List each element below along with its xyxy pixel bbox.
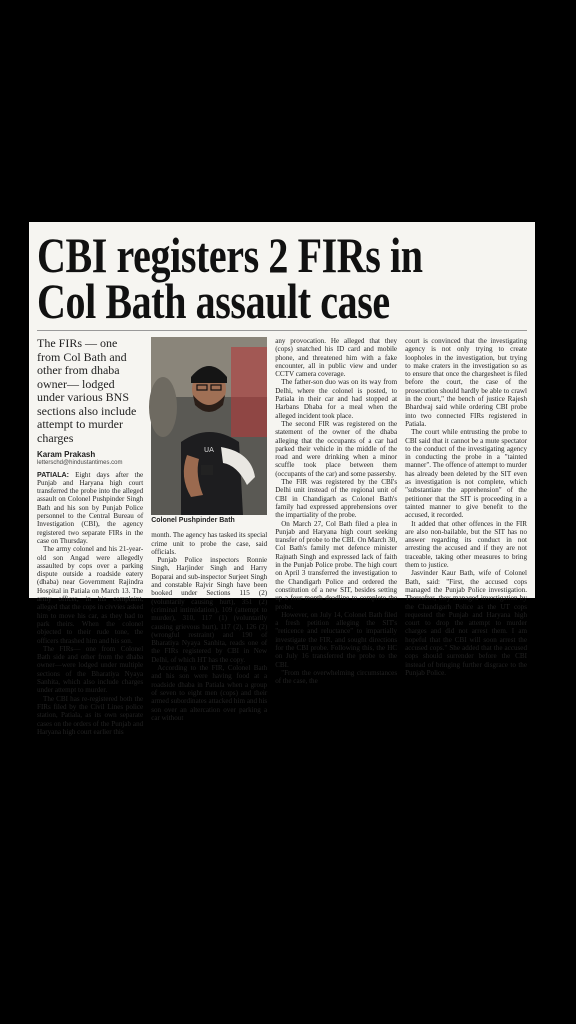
newspaper-clipping: [29, 222, 535, 736]
colonel-photo: [151, 337, 267, 515]
paragraph: However, on July 14, Colonel Bath filed a fresh petition alleging the SIT's "reticence and reluctance" to impartially investigate the FIR, and sought directions for the CBI probe. Following this, the HC on July 16 transferred the probe to the CBI.: [275, 610, 398, 669]
column-1: [37, 336, 144, 736]
paragraph: any provocation. He alleged that they (cops) snatched his ID card and mobile phone, and threatened him with a fake encounter, all in public view and under CCTV camera coverage.: [275, 337, 398, 379]
article-body: [37, 336, 527, 736]
headline-line-2: Col Bath assault case: [37, 273, 390, 329]
paragraph: It added that other offences in the FIR are also non-bailable, but the SIT has no answer regarding its conduct in not arresting the accused and if they are not traceable, taking other measures to bring them to justice.: [405, 519, 527, 570]
headline-line-1: CBI registers 2 FIRs in: [37, 227, 423, 283]
photo-image: [151, 337, 267, 515]
paragraph: The CBI has re-registered both the FIRs filed by the Civil Lines police station, Patiala, as its own separate cases on the orders of the Punjab and Haryana high court earlier this: [37, 694, 144, 736]
photo-caption: Colonel Pushpinder Bath: [151, 517, 235, 524]
dateline: PATIALA:: [37, 470, 70, 479]
paragraph: On March 27, Col Bath filed a plea in Punjab and Haryana high court seeking transfer of probe to the CBI. On March 30, Col Bath's family met defence minister Rajnath Singh and expressed lack of faith in the Punjab Police probe. The high court on April 3 transferred the investigation to the Chandigarh Police and ordered the constitution of a new SIT, besides setting up a four-month deadline to complete the probe.: [275, 519, 398, 611]
column-2: [151, 337, 268, 722]
paragraph: Punjab Police inspectors Ronnie Singh, Harjinder Singh and Harry Boparai and sub-inspector Surjeet Singh and constable Rajvir Singh have been booked under Sections 115 (2) (voluntarily causing hurt), 351 (2) (criminal intimidation), 109 (attempt to murder), 310, 117 (1) (voluntarily causing grievous hurt), 117 (2), 126 (2) (wrongful restraint) and 190 of Bharatiya Nyaya Sanhita, reads one of the FIRs registered by CBI in New Delhi, of which HT has the copy.: [151, 556, 268, 664]
paragraph: The court while entrusting the probe to CBI said that it cannot be a mute spectator to the conduct of the investigating agency in conducting the probe in a "tainted manner". The offence of attempt to murder has already been deleted by the SIT even as investigation is not complete, which "substantiate the apprehension" of the petitioner that the SIT is proceeding in a tainted manner to give benefit to the accused, it recorded.: [405, 428, 527, 520]
paragraph: The army colonel and his 21-year-old son Angad were allegedly assaulted by cops over a parking dispute outside a roadside eatery (dhaba) near Government Rajindra Hospital in Patiala on March 13. The army officer, in his complaint, alleged that the cops in civvies asked him to move his car, as they had to park theirs. When the colonel objected to their rude tone, the officers thrashed him and his son.: [37, 545, 144, 645]
byline: Karam Prakash: [37, 450, 96, 459]
column-4: [405, 337, 527, 677]
paragraph: The father-son duo was on its way from Delhi, where the colonel is posted, to Patiala in their car and had stopped at Harbans Dhaba for a meal when the alleged incident took place.: [275, 378, 398, 420]
headline: [37, 227, 515, 329]
byline-email: letterschd@hindustantimes.com: [37, 460, 123, 467]
paragraph: The FIR was registered by the CBI's Delhi unit instead of the regional unit of CBI in Chandigarh as Colonel Bath's family had expressed apprehensions over the impartiality of the probe.: [275, 478, 398, 520]
paragraph: court is convinced that the investigating agency is not only trying to create loopholes in the investigation, but trying to make craters in the investigation so as to ensure that once the chargesheet is filed before the court, the case of the prosecution should hardly be able to crawl in the court," the bench of justice Rajesh Bhardwaj said while ordering CBI probe into two connected FIRs registered in Patiala.: [405, 337, 527, 428]
paragraph: month. The agency has tasked its special crime unit to probe the case, said officials.: [151, 531, 268, 556]
paragraph: The second FIR was registered on the statement of the owner of the dhaba alleging that the occupants of a car had parked their vehicle in the middle of the road and were drinking when a minor scuffle took place between them (occupants of the car) and some passersby.: [275, 419, 398, 478]
divider: [37, 330, 527, 331]
lede: The FIRs — one from Col Bath and other from dhaba owner— lodged under various BNS sections also include attempt to murder charges: [37, 336, 137, 445]
paragraph: The FIRs— one from Colonel Bath side and other from the dhaba owner—were lodged under multiple sections of the Bharatiya Nyaya Sanhita, which also include charges under attempt to murder.: [37, 644, 144, 695]
paragraph: Jasvinder Kaur Bath, wife of Colonel Bath, said: "First, the accused cops managed the Punjab Police investigation. Thereafter, they managed investigation by the Chandigarh Police as the UT cops requested the Punjab and Haryana high court to drop the attempt to murder charges and did not arrest them. I am hopeful that the CBI will soon arrest the accused cops." She added that the accused cops should surrender before the CBI instead of bringing further disgrace to the Punjab Police.: [405, 569, 527, 677]
paragraph: PATIALA: Eight days after the Punjab and Haryana high court transferred the probe into the alleged assault on Colonel Pushpinder Singh Bath and his son by Punjab Police personnel to the Central Bureau of Investigation (CBI), the agency registered two separate FIRs in the case on Thursday.: [37, 470, 144, 545]
svg-text:UA: UA: [204, 446, 215, 454]
paragraph: According to the FIR, Colonel Bath and his son were having food at a roadside dhaba in Patiala when a group of seven to eight men (cops) and their armed subordinates attacked him and his son over an altercation over parking a car without: [151, 664, 268, 722]
column-3: [275, 337, 398, 686]
paragraph: "From the overwhelming circumstances of the case, the: [275, 668, 398, 686]
